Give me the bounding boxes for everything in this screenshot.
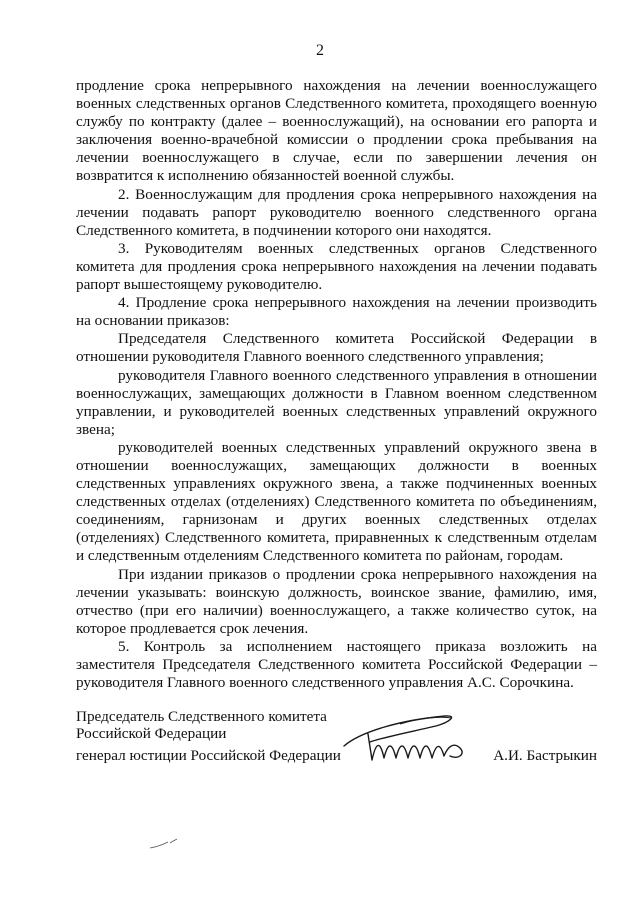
paragraph-order-main-directorate: руководителя Главного военного следственного управления в отношении военнослужащих, замещающих должности в Главном военном следственном управлении, и руководителей военных следственных управлений окружного звена; [76, 366, 597, 438]
paragraph-order-district: руководителей военных следственных управлений окружного звена в отношении военнослужащих, замещающих должности в военных следственных управлениях окружного звена, а также подчиненных военных следственных отделах (отделениях) Следственного комитета по объединениям, соединениям, гарнизонам и других военных следственных отделах (отделениях) Следственного комитета, приравненных к следственным отделам и следственным отделениям Следственного комитета по районам, городам. [76, 438, 597, 565]
signatory-name: А.И. Бастрыкин [493, 747, 597, 764]
paragraph-item-3: 3. Руководителям военных следственных органов Следственного комитета для продления срока непрерывного нахождения на лечении подавать рапорт вышестоящему руководителю. [76, 239, 597, 294]
signatory-position-line2: Российской Федерации [76, 725, 227, 742]
page-number: 2 [316, 42, 324, 59]
paragraph-item-5: 5. Контроль за исполнением настоящего приказа возложить на заместителя Председателя Следственного комитета Российской Федерации – руководителя Главного военного следственного управления А.С. Сорочкина. [76, 637, 597, 692]
handwritten-signature [340, 712, 500, 768]
signatory-position-line1: Председатель Следственного комитета [76, 708, 327, 725]
signatory-position [76, 708, 327, 742]
paragraph-order-chairman: Председателя Следственного комитета Российской Федерации в отношении руководителя Главного военного следственного управления; [76, 330, 597, 366]
paragraph-item-2: 2. Военнослужащим для продления срока непрерывного нахождения на лечении подавать рапорт руководителю военного следственного органа Следственного комитета, в подчинении которого они находятся. [76, 185, 597, 239]
signatory-rank: генерал юстиции Российской Федерации [76, 747, 341, 764]
paragraph-order-requirements: При издании приказов о продлении срока непрерывного нахождения на лечении указывать: воинскую должность, воинское звание, фамилию, имя, отчество (при его наличии) военнослужащего, а также количество суток, на которое продлевается срок лечения. [76, 565, 597, 637]
paragraph-item-4: 4. Продление срока непрерывного нахождения на лечении производить на основании приказов: [76, 294, 597, 330]
paragraph-continuation: продление срока непрерывного нахождения на лечении военнослужащего военных следственных органов Следственного комитета, проходящего военную службу по контракту (далее – военнослужащий), на основании его рапорта и заключения военно-врачебной комиссии о продлении срока пребывания на лечении военнослужащего в случае, если по завершении лечения он возвратится к исполнению обязанностей военной службы. [76, 77, 597, 185]
document-body [76, 77, 597, 692]
pen-mark [148, 838, 178, 852]
